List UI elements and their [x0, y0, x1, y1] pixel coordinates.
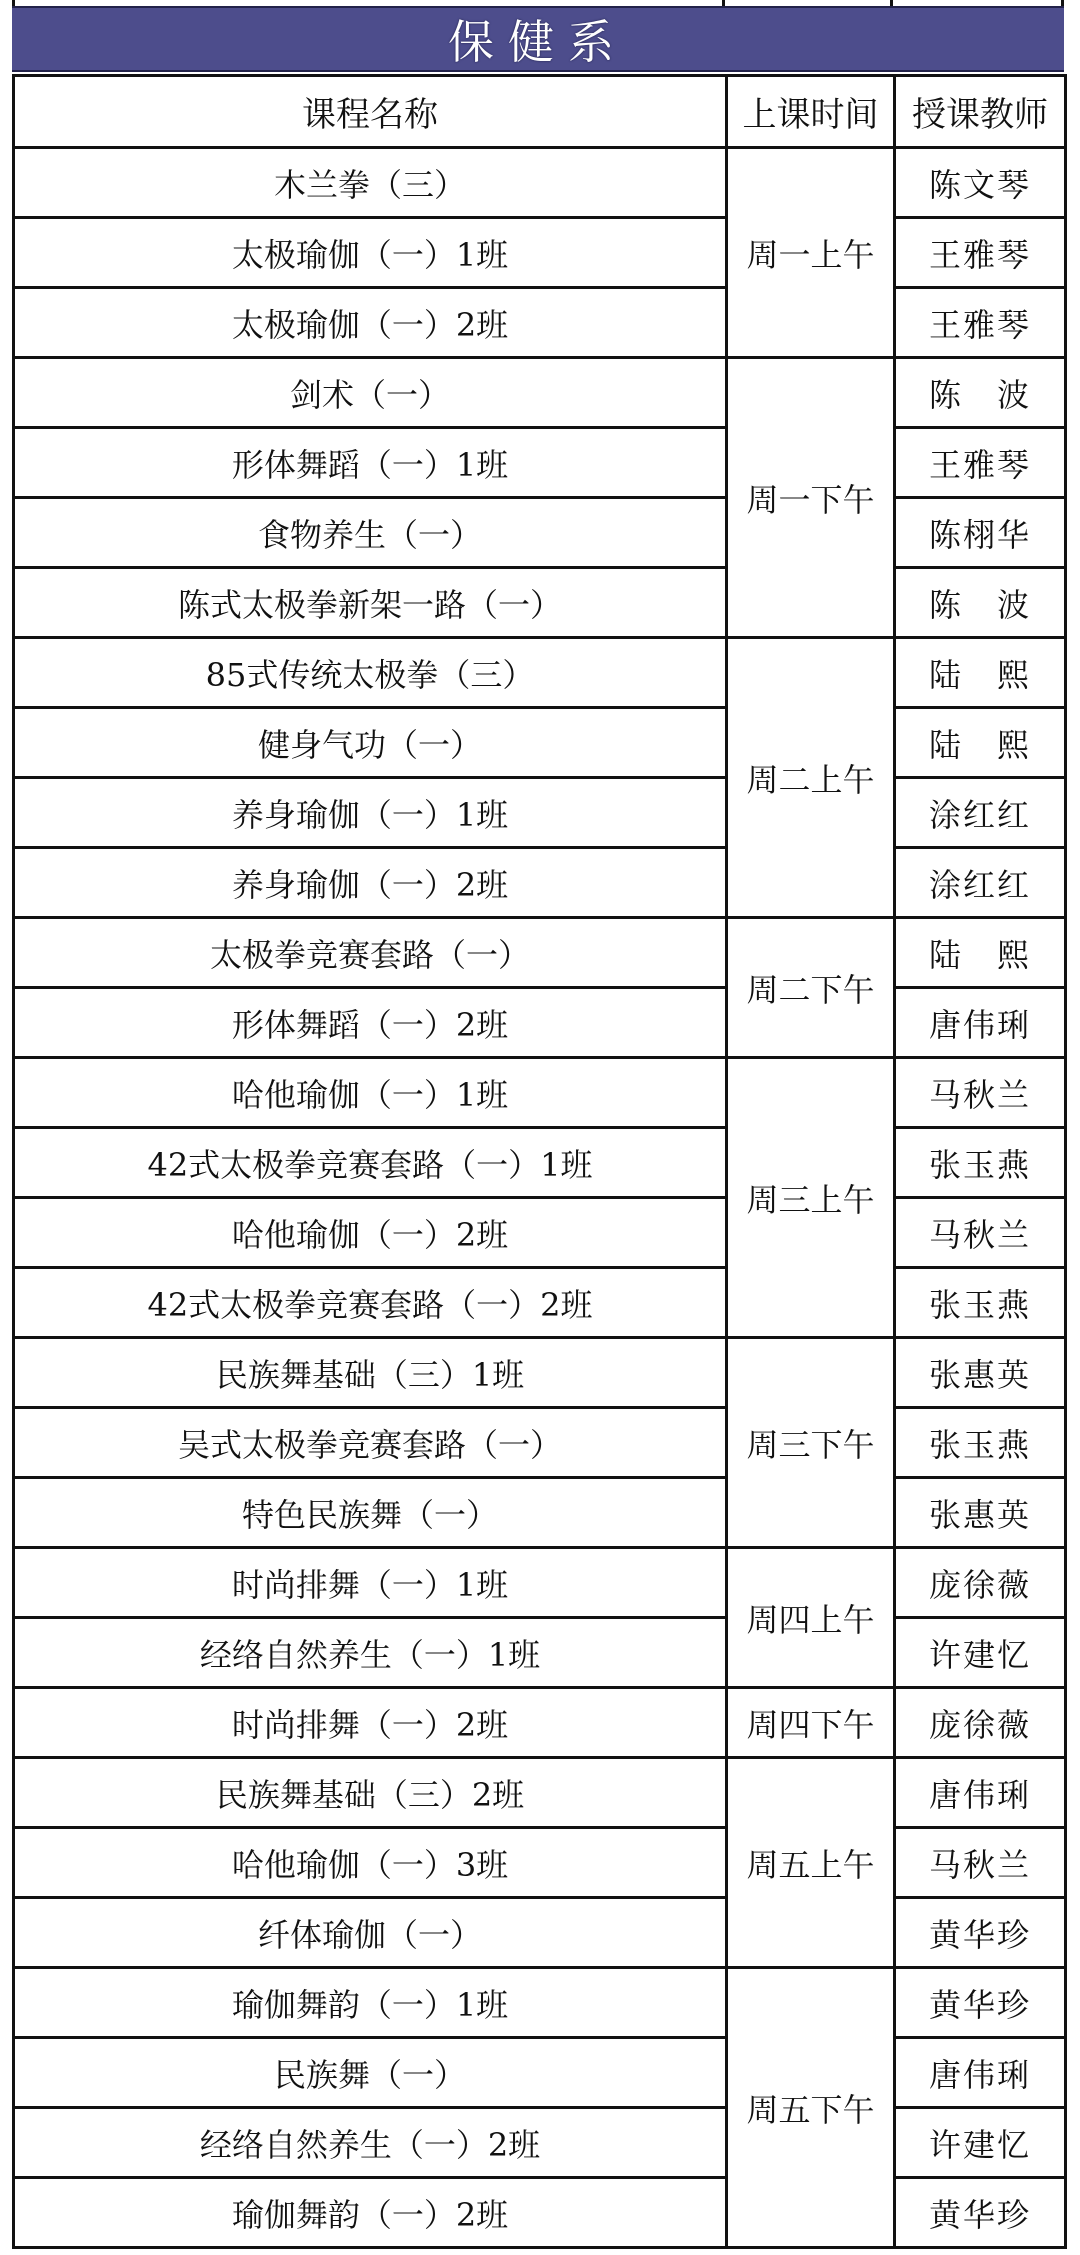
- table-row: [14, 1338, 1066, 1408]
- class-time-cell: 周四上午: [727, 1548, 895, 1688]
- header-teacher: 授课教师: [895, 76, 1066, 148]
- course-name-cell: 太极瑜伽（一）1班: [14, 218, 727, 288]
- table-row: [14, 1548, 1066, 1618]
- table-row: [14, 708, 1066, 778]
- table-row: [14, 1828, 1066, 1898]
- table-row: [14, 848, 1066, 918]
- teacher-cell: 马秋兰: [895, 1198, 1066, 1268]
- table-body: [14, 148, 1066, 2248]
- table-row: [14, 1198, 1066, 1268]
- course-name-cell: 养身瑜伽（一）1班: [14, 778, 727, 848]
- table-row: [14, 778, 1066, 848]
- teacher-cell: 陆 熙: [895, 918, 1066, 988]
- teacher-cell: 陈 波: [895, 358, 1066, 428]
- table-row: [14, 918, 1066, 988]
- table-row: [14, 358, 1066, 428]
- teacher-cell: 张惠英: [895, 1478, 1066, 1548]
- table-row: [14, 218, 1066, 288]
- course-name-cell: 民族舞基础（三）2班: [14, 1758, 727, 1828]
- course-name-cell: 木兰拳（三）: [14, 148, 727, 218]
- teacher-cell: 黄华珍: [895, 1898, 1066, 1968]
- course-name-cell: 经络自然养生（一）2班: [14, 2108, 727, 2178]
- teacher-cell: 马秋兰: [895, 1828, 1066, 1898]
- course-name-cell: 85式传统太极拳（三）: [14, 638, 727, 708]
- table-row: [14, 1758, 1066, 1828]
- teacher-cell: 黄华珍: [895, 1968, 1066, 2038]
- teacher-cell: 马秋兰: [895, 1058, 1066, 1128]
- course-name-cell: 健身气功（一）: [14, 708, 727, 778]
- course-name-cell: 民族舞（一）: [14, 2038, 727, 2108]
- teacher-cell: 陈文琴: [895, 148, 1066, 218]
- table-row: [14, 2178, 1066, 2248]
- class-time-cell: 周一下午: [727, 358, 895, 638]
- department-title: 保健系: [448, 15, 628, 69]
- header-course-name: 课程名称: [14, 76, 727, 148]
- course-name-cell: 经络自然养生（一）1班: [14, 1618, 727, 1688]
- table-row: [14, 1128, 1066, 1198]
- table-row: [14, 1898, 1066, 1968]
- teacher-cell: 庞徐薇: [895, 1548, 1066, 1618]
- course-name-cell: 瑜伽舞韵（一）2班: [14, 2178, 727, 2248]
- table-row: [14, 1268, 1066, 1338]
- class-time-cell: 周三上午: [727, 1058, 895, 1338]
- table-row: [14, 148, 1066, 218]
- table-row: [14, 988, 1066, 1058]
- course-name-cell: 特色民族舞（一）: [14, 1478, 727, 1548]
- teacher-cell: 王雅琴: [895, 428, 1066, 498]
- course-name-cell: 时尚排舞（一）1班: [14, 1548, 727, 1618]
- teacher-cell: 许建忆: [895, 1618, 1066, 1688]
- teacher-cell: 张玉燕: [895, 1128, 1066, 1198]
- course-name-cell: 哈他瑜伽（一）2班: [14, 1198, 727, 1268]
- table-row: [14, 1968, 1066, 2038]
- table-row: [14, 1408, 1066, 1478]
- course-name-cell: 剑术（一）: [14, 358, 727, 428]
- class-time-cell: 周二上午: [727, 638, 895, 918]
- course-name-cell: 食物养生（一）: [14, 498, 727, 568]
- teacher-cell: 王雅琴: [895, 218, 1066, 288]
- course-name-cell: 瑜伽舞韵（一）1班: [14, 1968, 727, 2038]
- teacher-cell: 张玉燕: [895, 1408, 1066, 1478]
- table-row: [14, 288, 1066, 358]
- course-name-cell: 纤体瑜伽（一）: [14, 1898, 727, 1968]
- table-header-row: [14, 76, 1066, 148]
- table-row: [14, 1058, 1066, 1128]
- table-row: [14, 1478, 1066, 1548]
- course-name-cell: 42式太极拳竞赛套路（一）2班: [14, 1268, 727, 1338]
- course-name-cell: 哈他瑜伽（一）3班: [14, 1828, 727, 1898]
- course-name-cell: 时尚排舞（一）2班: [14, 1688, 727, 1758]
- course-name-cell: 形体舞蹈（一）2班: [14, 988, 727, 1058]
- teacher-cell: 王雅琴: [895, 288, 1066, 358]
- course-name-cell: 哈他瑜伽（一）1班: [14, 1058, 727, 1128]
- course-name-cell: 太极瑜伽（一）2班: [14, 288, 727, 358]
- teacher-cell: 许建忆: [895, 2108, 1066, 2178]
- table-row: [14, 2108, 1066, 2178]
- teacher-cell: 庞徐薇: [895, 1688, 1066, 1758]
- teacher-cell: 唐伟琍: [895, 988, 1066, 1058]
- teacher-cell: 涂红红: [895, 848, 1066, 918]
- course-name-cell: 42式太极拳竞赛套路（一）1班: [14, 1128, 727, 1198]
- table-row: [14, 1618, 1066, 1688]
- course-name-cell: 民族舞基础（三）1班: [14, 1338, 727, 1408]
- course-name-cell: 形体舞蹈（一）1班: [14, 428, 727, 498]
- teacher-cell: 唐伟琍: [895, 1758, 1066, 1828]
- teacher-cell: 涂红红: [895, 778, 1066, 848]
- teacher-cell: 陆 熙: [895, 638, 1066, 708]
- table-row: [14, 498, 1066, 568]
- table-row: [14, 1688, 1066, 1758]
- header-class-time: 上课时间: [727, 76, 895, 148]
- teacher-cell: 陈 波: [895, 568, 1066, 638]
- course-name-cell: 陈式太极拳新架一路（一）: [14, 568, 727, 638]
- class-time-cell: 周三下午: [727, 1338, 895, 1548]
- class-time-cell: 周一上午: [727, 148, 895, 358]
- teacher-cell: 张玉燕: [895, 1268, 1066, 1338]
- course-name-cell: 太极拳竞赛套路（一）: [14, 918, 727, 988]
- teacher-cell: 黄华珍: [895, 2178, 1066, 2248]
- teacher-cell: 陈栩华: [895, 498, 1066, 568]
- table-row: [14, 568, 1066, 638]
- course-schedule-table: [12, 74, 1067, 2249]
- table-row: [14, 638, 1066, 708]
- department-banner: [12, 6, 1064, 72]
- class-time-cell: 周五上午: [727, 1758, 895, 1968]
- course-name-cell: 吴式太极拳竞赛套路（一）: [14, 1408, 727, 1478]
- teacher-cell: 陆 熙: [895, 708, 1066, 778]
- class-time-cell: 周二下午: [727, 918, 895, 1058]
- class-time-cell: 周四下午: [727, 1688, 895, 1758]
- teacher-cell: 唐伟琍: [895, 2038, 1066, 2108]
- teacher-cell: 张惠英: [895, 1338, 1066, 1408]
- table-row: [14, 428, 1066, 498]
- table-row: [14, 2038, 1066, 2108]
- course-name-cell: 养身瑜伽（一）2班: [14, 848, 727, 918]
- class-time-cell: 周五下午: [727, 1968, 895, 2248]
